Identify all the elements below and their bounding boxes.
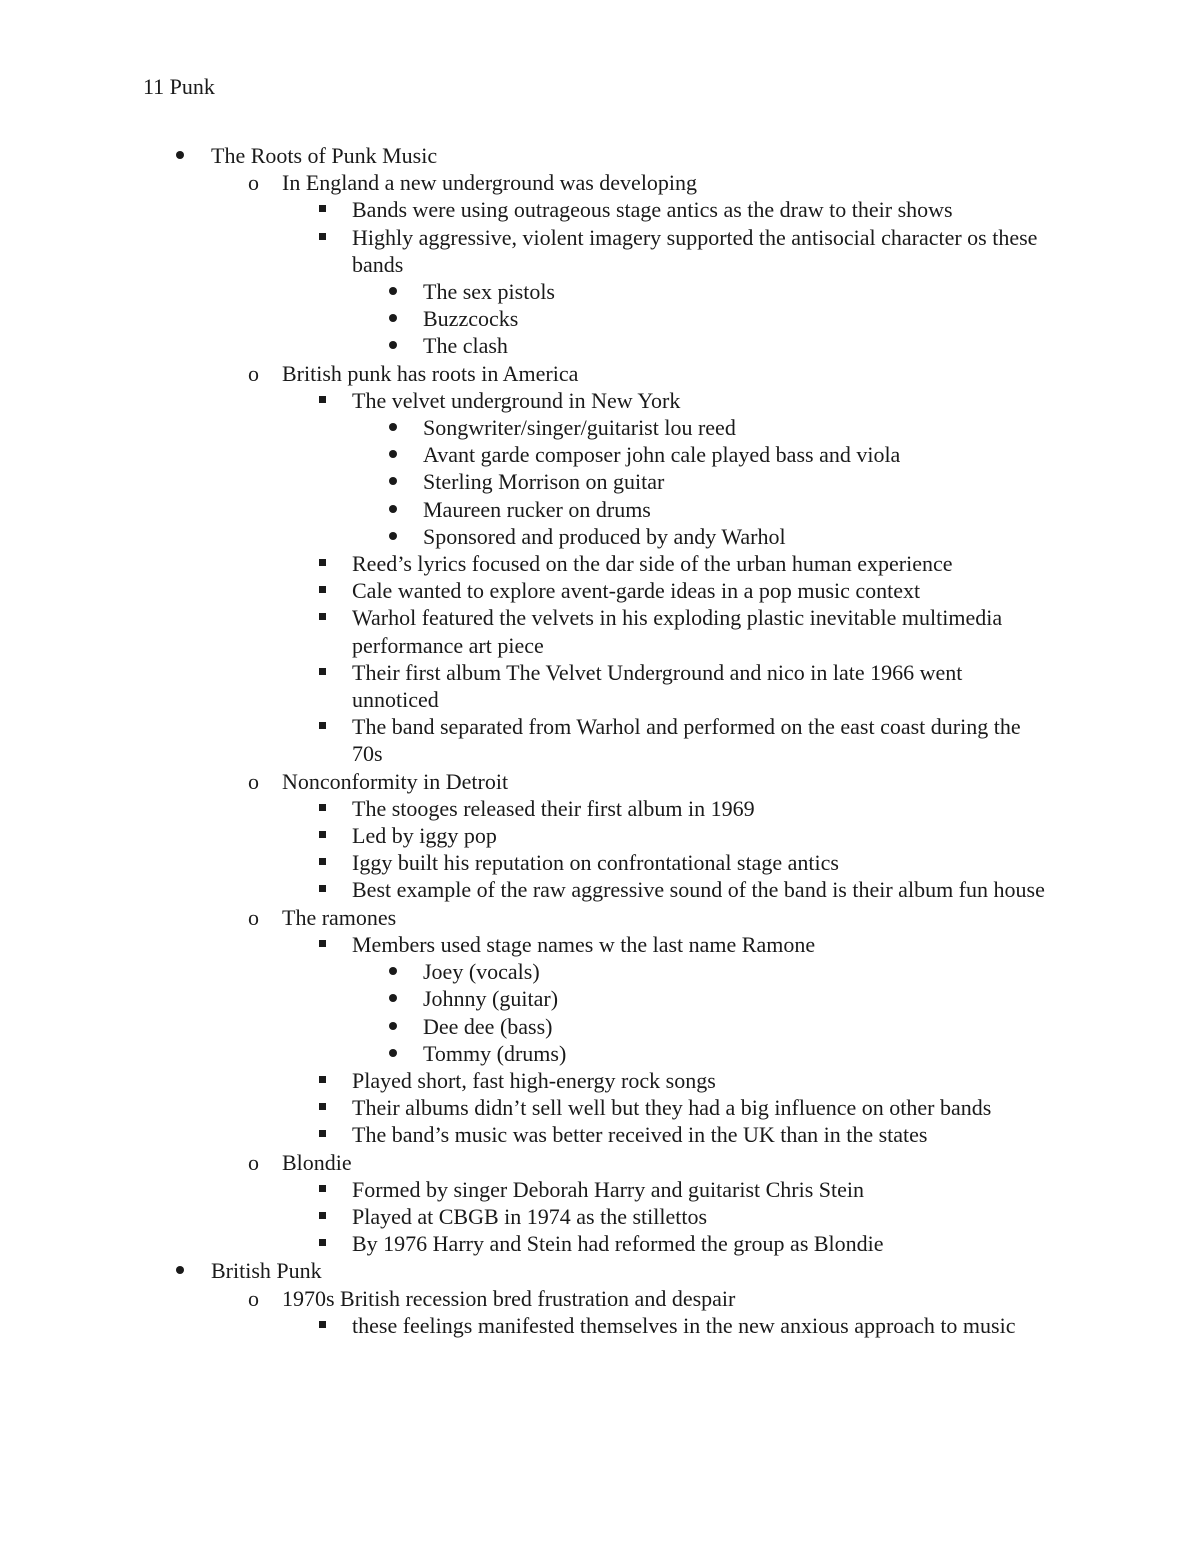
filled-bullet-icon	[389, 423, 397, 431]
outline-item-text: Songwriter/singer/guitarist lou reed	[423, 415, 736, 441]
outline-item-level-3	[0, 224, 1052, 278]
outline-item-text: The Roots of Punk Music	[211, 143, 438, 168]
square-bullet-icon	[319, 668, 326, 675]
outline-item-level-3	[0, 196, 1052, 223]
outline-item-text: Members used stage names w the last name Ramone	[352, 931, 816, 957]
outline-item-text: Joey (vocals)	[423, 959, 540, 985]
square-bullet-icon	[319, 233, 326, 240]
outline-item-text: Played short, fast high-energy rock songs	[352, 1067, 716, 1093]
outline-item-text: Maureen rucker on drums	[423, 496, 651, 522]
square-bullet-icon	[319, 396, 326, 403]
square-bullet-icon	[319, 559, 326, 566]
square-bullet-icon	[319, 940, 326, 947]
filled-bullet-icon	[389, 505, 397, 513]
outline-item-level-4	[0, 1040, 1053, 1067]
hollow-o-bullet-icon: o	[248, 1285, 259, 1311]
hollow-o-bullet-icon: o	[248, 360, 259, 386]
square-bullet-icon	[319, 613, 326, 620]
outline-item-level-3	[0, 1203, 1052, 1230]
outline-item-level-2	[0, 360, 1052, 387]
outline-item-text: Their first album The Velvet Underground and nico in late 1966 went unnoticed	[352, 659, 963, 713]
notes-outline	[0, 142, 1200, 1339]
outline-item-level-4	[0, 332, 1053, 359]
outline-item-text: Avant garde composer john cale played bass and viola	[423, 442, 901, 468]
filled-bullet-icon	[389, 314, 397, 322]
outline-item-text: Best example of the raw aggressive sound of the band is their album fun house	[352, 877, 1045, 903]
square-bullet-icon	[319, 1130, 326, 1137]
square-bullet-icon	[319, 205, 326, 212]
outline-item-level-4	[0, 985, 1053, 1012]
outline-item-text: Tommy (drums)	[423, 1040, 567, 1066]
filled-bullet-icon	[389, 967, 397, 975]
outline-item-text: In England a new underground was developing	[282, 170, 698, 196]
outline-item-level-1	[0, 142, 1051, 169]
outline-item-text: these feelings manifested themselves in the new anxious approach to music	[352, 1312, 1016, 1338]
square-bullet-icon	[319, 804, 326, 811]
outline-item-level-4	[0, 414, 1053, 441]
outline-item-level-3	[0, 1121, 1052, 1148]
outline-item-text: Cale wanted to explore avent-garde ideas in a pop music context	[352, 578, 921, 604]
outline-item-text: Dee dee (bass)	[423, 1013, 553, 1039]
outline-item-level-2	[0, 1149, 1052, 1176]
outline-item-level-3	[0, 577, 1052, 604]
outline-item-level-3	[0, 387, 1052, 414]
square-bullet-icon	[319, 858, 326, 865]
filled-bullet-icon	[389, 532, 397, 540]
outline-item-text: Iggy built his reputation on confrontational stage antics	[352, 850, 839, 876]
outline-item-level-3	[0, 1067, 1052, 1094]
outline-item-level-3	[0, 1312, 1052, 1339]
outline-item-text: Led by iggy pop	[352, 823, 497, 849]
outline-item-level-3	[0, 713, 1052, 767]
outline-item-level-4	[0, 958, 1053, 985]
filled-bullet-icon	[176, 1266, 184, 1274]
outline-item-level-4	[0, 523, 1053, 550]
outline-item-text: British punk has roots in America	[282, 360, 579, 386]
filled-bullet-icon	[389, 994, 397, 1002]
filled-bullet-icon	[389, 341, 397, 349]
outline-item-level-3	[0, 822, 1052, 849]
hollow-o-bullet-icon: o	[248, 1149, 259, 1175]
outline-item-level-3	[0, 931, 1052, 958]
outline-item-level-3	[0, 1230, 1052, 1257]
outline-item-level-2	[0, 768, 1052, 795]
square-bullet-icon	[319, 1185, 326, 1192]
filled-bullet-icon	[389, 1022, 397, 1030]
outline-item-level-3	[0, 550, 1052, 577]
outline-item-text: Blondie	[282, 1149, 352, 1175]
square-bullet-icon	[319, 1239, 326, 1246]
outline-item-level-4	[0, 496, 1053, 523]
filled-bullet-icon	[176, 151, 184, 159]
outline-item-level-4	[0, 305, 1053, 332]
page-title: 11 Punk	[143, 74, 215, 99]
outline-item-text: The sex pistols	[423, 279, 555, 305]
outline-item-text: Reed’s lyrics focused on the dar side of the urban human experience	[352, 551, 953, 577]
square-bullet-icon	[319, 1321, 326, 1328]
outline-item-text: By 1976 Harry and Stein had reformed the group as Blondie	[352, 1231, 884, 1257]
outline-item-text: Highly aggressive, violent imagery supported the antisocial character os these bands	[352, 224, 1038, 277]
outline-item-text: Sponsored and produced by andy Warhol	[423, 523, 786, 549]
outline-item-text: Buzzcocks	[423, 306, 519, 332]
outline-item-text: The band separated from Warhol and performed on the east coast during the 70s	[352, 714, 1021, 767]
outline-item-level-3	[0, 1094, 1052, 1121]
outline-item-text: Johnny (guitar)	[423, 986, 559, 1012]
outline-item-level-2	[0, 1285, 1052, 1312]
outline-item-level-2	[0, 169, 1052, 196]
outline-item-text: Played at CBGB in 1974 as the stillettos	[352, 1203, 708, 1229]
square-bullet-icon	[319, 586, 326, 593]
outline-item-level-2	[0, 904, 1052, 931]
square-bullet-icon	[319, 722, 326, 729]
outline-item-level-4	[0, 278, 1053, 305]
square-bullet-icon	[319, 1212, 326, 1219]
outline-item-level-3	[0, 604, 1052, 658]
square-bullet-icon	[319, 885, 326, 892]
hollow-o-bullet-icon: o	[248, 904, 259, 930]
filled-bullet-icon	[389, 287, 397, 295]
outline-item-text: Nonconformity in Detroit	[282, 768, 509, 794]
outline-item-level-3	[0, 659, 1052, 713]
square-bullet-icon	[319, 1103, 326, 1110]
outline-item-level-3	[0, 876, 1052, 903]
outline-item-text: The clash	[423, 333, 508, 359]
outline-item-level-1	[0, 1257, 1051, 1284]
filled-bullet-icon	[389, 1049, 397, 1057]
filled-bullet-icon	[389, 450, 397, 458]
outline-item-level-4	[0, 468, 1053, 495]
outline-item-level-3	[0, 795, 1052, 822]
outline-item-level-4	[0, 1013, 1053, 1040]
square-bullet-icon	[319, 1076, 326, 1083]
outline-item-level-3	[0, 1176, 1052, 1203]
outline-item-text: British Punk	[211, 1258, 322, 1284]
outline-item-text: The band’s music was better received in the UK than in the states	[352, 1122, 928, 1148]
filled-bullet-icon	[389, 477, 397, 485]
hollow-o-bullet-icon: o	[248, 768, 259, 794]
square-bullet-icon	[319, 831, 326, 838]
outline-item-text: The ramones	[282, 904, 397, 930]
outline-item-text: Warhol featured the velvets in his exploding plastic inevitable multimedia performance art piece	[352, 605, 1003, 658]
outline-item-text: Bands were using outrageous stage antics as the draw to their shows	[352, 197, 953, 223]
outline-item-level-3	[0, 849, 1052, 876]
outline-item-text: 1970s British recession bred frustration and despair	[282, 1285, 736, 1311]
outline-item-text: The velvet underground in New York	[352, 387, 681, 413]
outline-item-text: Their albums didn’t sell well but they had a big influence on other bands	[352, 1095, 992, 1121]
outline-item-text: Formed by singer Deborah Harry and guitarist Chris Stein	[352, 1176, 865, 1202]
outline-item-level-4	[0, 441, 1053, 468]
outline-item-text: Sterling Morrison on guitar	[423, 469, 665, 495]
outline-item-text: The stooges released their first album in 1969	[352, 795, 755, 821]
hollow-o-bullet-icon: o	[248, 170, 259, 196]
